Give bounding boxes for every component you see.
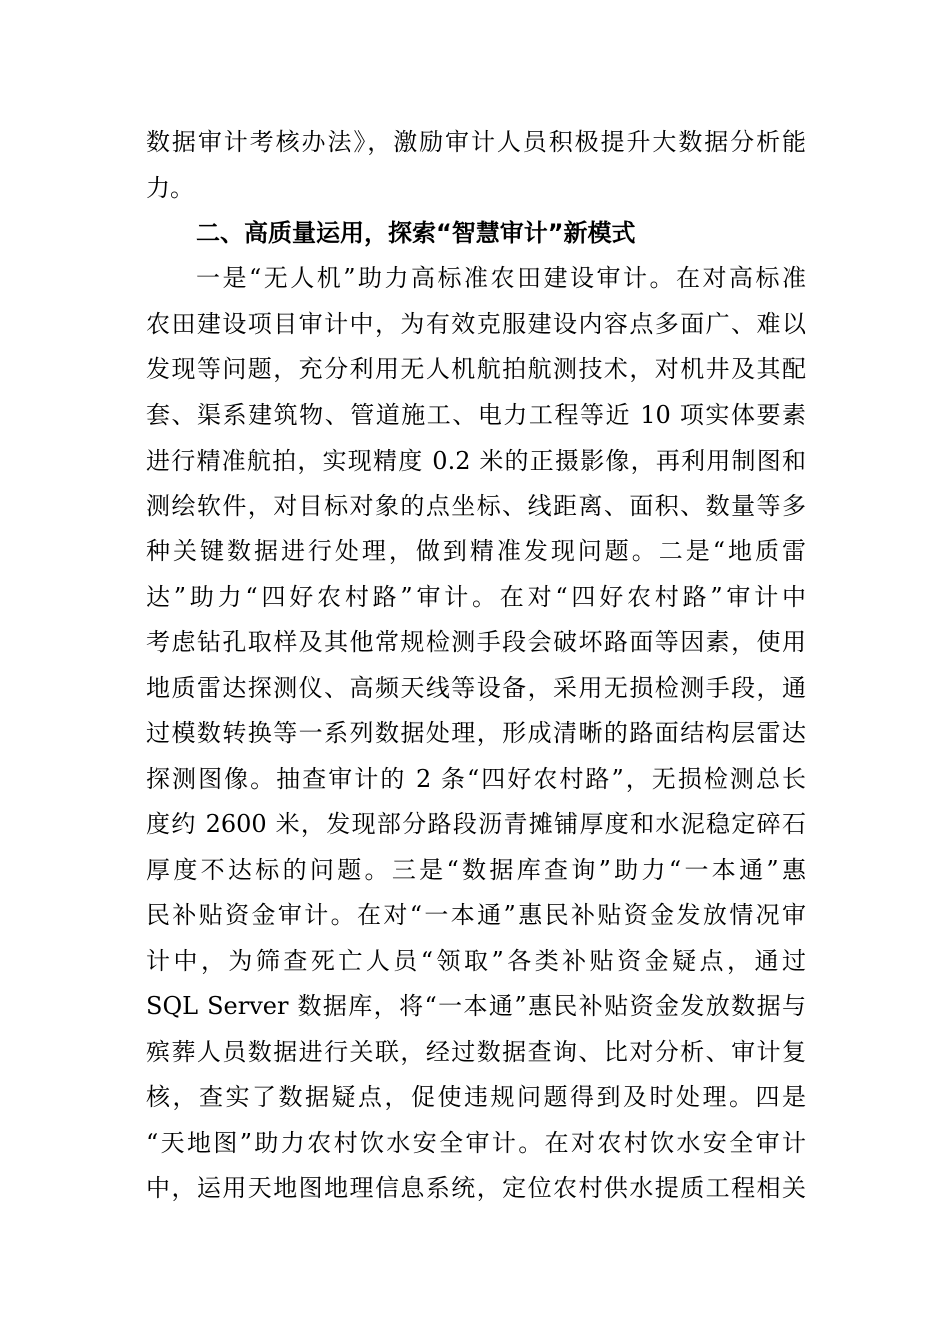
body-line-19: 核，查实了数据疑点，促使违规问题得到及时处理。四是 (146, 1083, 806, 1111)
body-line-9: 考虑钻孔取样及其他常规检测手段会破坏路面等因素，使用 (146, 628, 806, 656)
body-line-17: SQL Server 数据库，将“一本通”惠民补贴资金发放数据与 (146, 992, 806, 1020)
body-line-1: 一是“无人机”助力高标准农田建设审计。在对高标准 (196, 264, 806, 292)
intro-line-2: 力。 (146, 174, 194, 202)
intro-line-1: 数据审计考核办法》，激励审计人员积极提升大数据分析能 (146, 128, 806, 156)
body-line-15: 民补贴资金审计。在对“一本通”惠民补贴资金发放情况审 (146, 901, 806, 929)
body-line-7: 种关键数据进行处理，做到精准发现问题。二是“地质雷 (146, 537, 806, 565)
body-line-20: “天地图”助力农村饮水安全审计。在对农村饮水安全审计 (146, 1129, 806, 1157)
body-line-6: 测绘软件，对目标对象的点坐标、线距离、面积、数量等多 (146, 492, 806, 520)
body-line-12: 探测图像。抽查审计的 2 条“四好农村路”，无损检测总长 (146, 765, 806, 793)
section-heading: 二、高质量运用，探索“智慧审计”新模式 (196, 219, 636, 247)
body-line-3: 发现等问题，充分利用无人机航拍航测技术，对机井及其配 (146, 355, 806, 383)
body-line-2: 农田建设项目审计中，为有效克服建设内容点多面广、难以 (146, 310, 806, 338)
body-line-14: 厚度不达标的问题。三是“数据库查询”助力“一本通”惠 (146, 856, 806, 884)
body-line-13: 度约 2600 米，发现部分路段沥青摊铺厚度和水泥稳定碎石 (146, 810, 806, 838)
body-line-11: 过模数转换等一系列数据处理，形成清晰的路面结构层雷达 (146, 719, 806, 747)
body-line-18: 殡葬人员数据进行关联，经过数据查询、比对分析、审计复 (146, 1038, 806, 1066)
body-line-5: 进行精准航拍，实现精度 0.2 米的正摄影像，再利用制图和 (146, 447, 806, 475)
body-line-21: 中，运用天地图地理信息系统，定位农村供水提质工程相关 (146, 1174, 806, 1202)
body-line-10: 地质雷达探测仪、高频天线等设备，采用无损检测手段，通 (146, 674, 806, 702)
body-line-8: 达”助力“四好农村路”审计。在对“四好农村路”审计中 (146, 583, 806, 611)
body-line-16: 计中，为筛查死亡人员“领取”各类补贴资金疑点，通过 (146, 947, 806, 975)
body-line-4: 套、渠系建筑物、管道施工、电力工程等近 10 项实体要素 (146, 401, 806, 429)
